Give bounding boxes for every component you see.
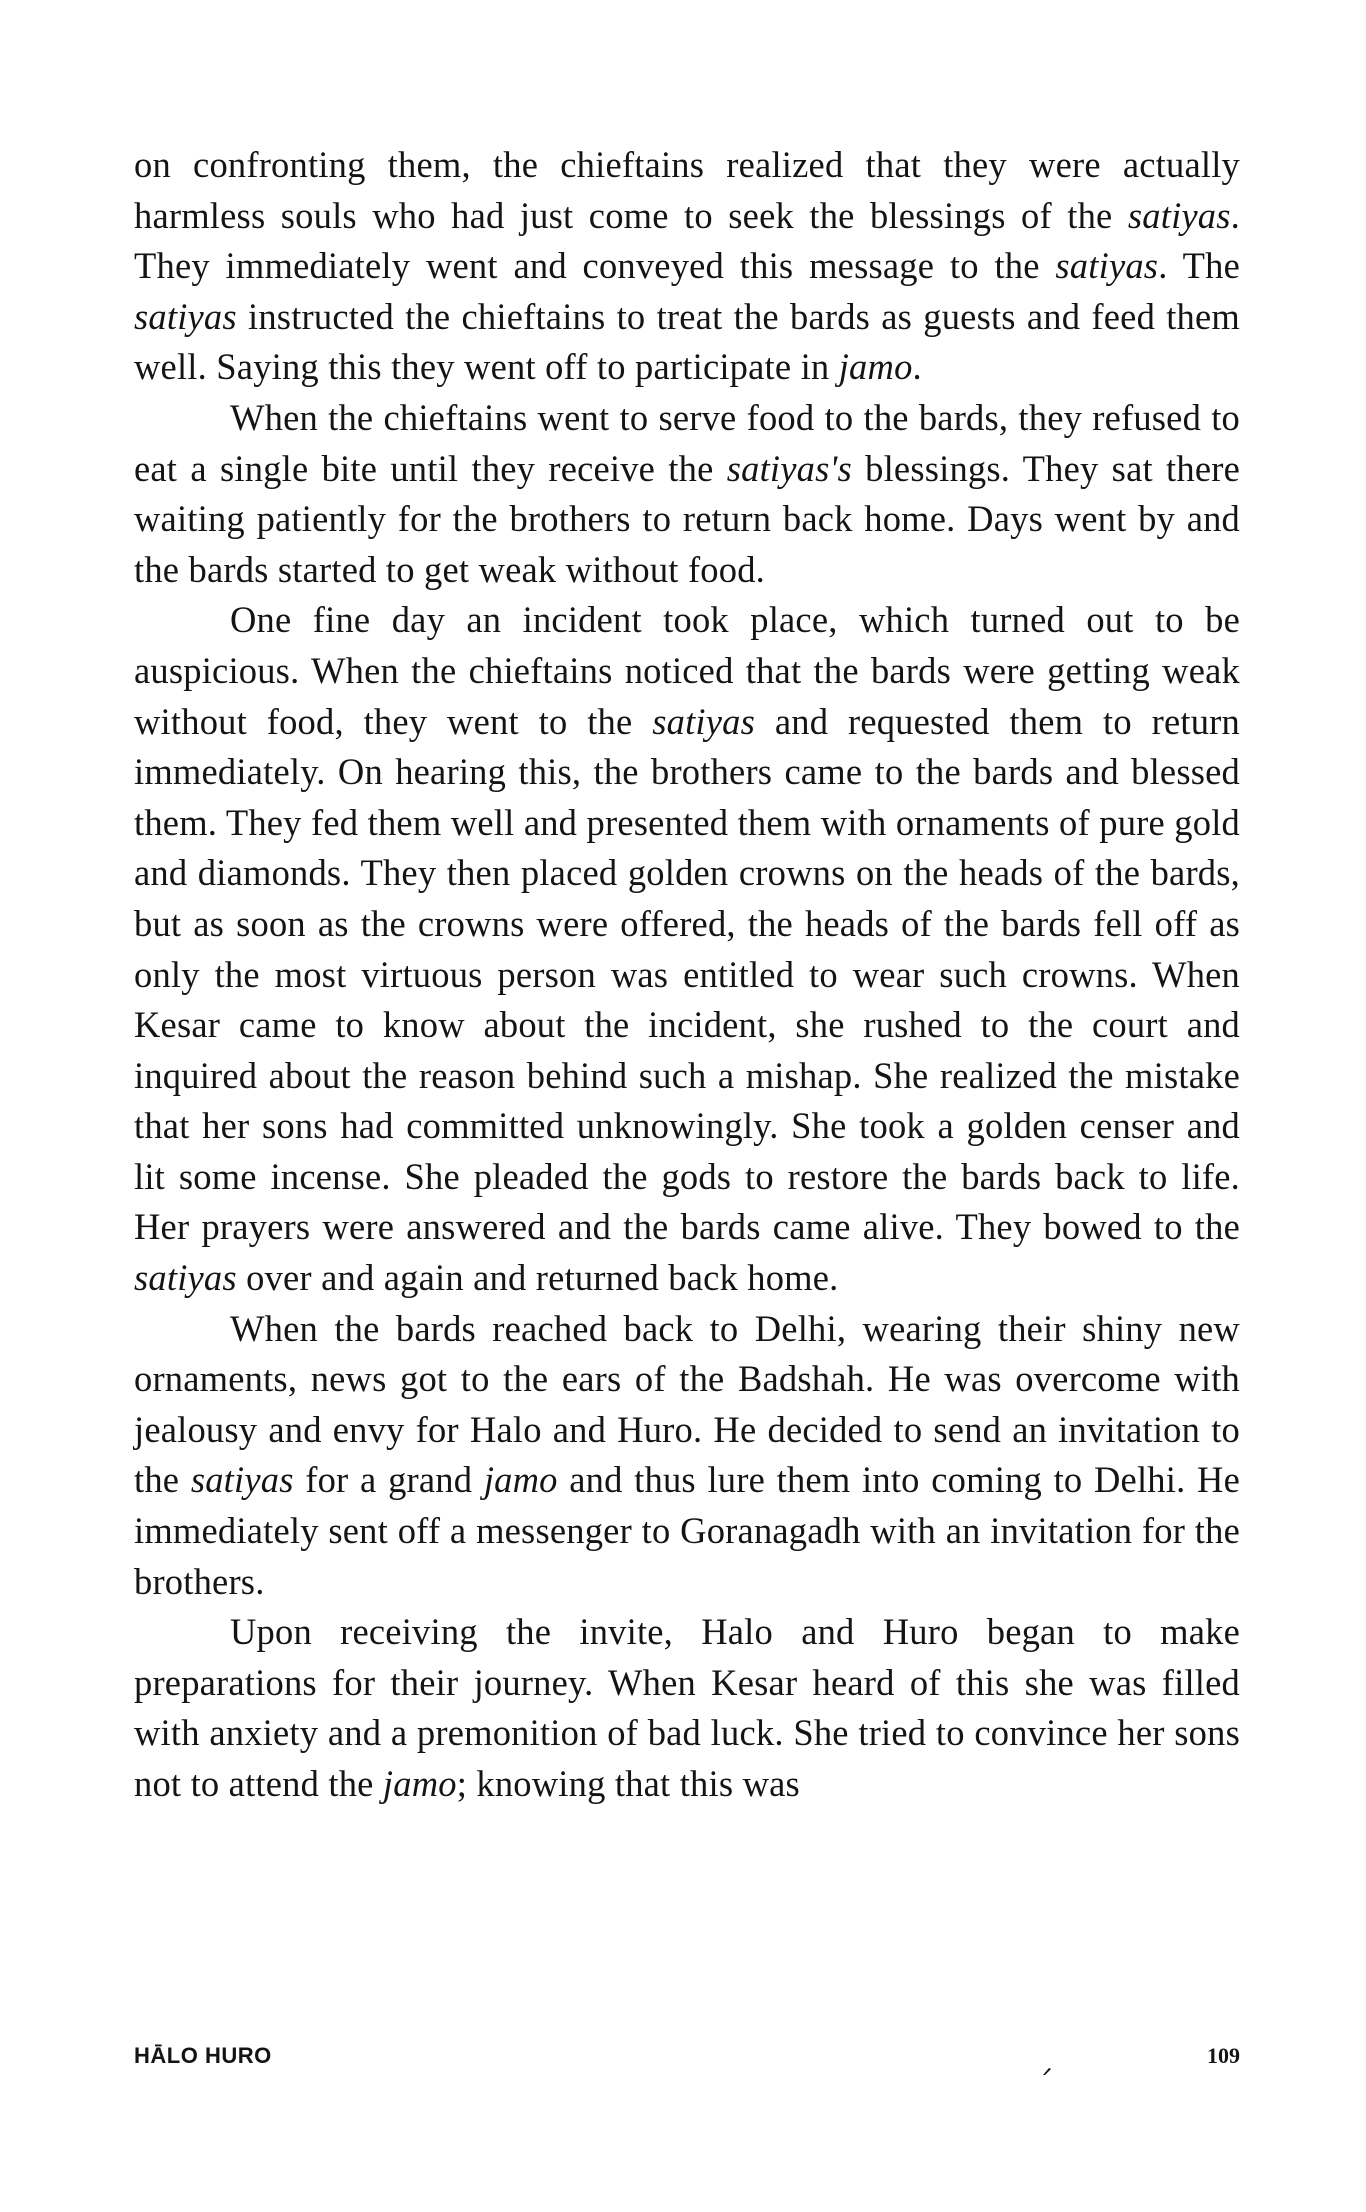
paragraph-1 bbox=[134, 140, 1240, 393]
italic-term: satiyas's bbox=[726, 447, 852, 489]
italic-term: jamo bbox=[838, 346, 913, 388]
italic-term: satiyas bbox=[652, 700, 756, 742]
italic-term: jamo bbox=[382, 1763, 457, 1804]
text-run: When the bards reached back to Delhi, wearing their shiny new ornaments, news got to the ears of the Badshah. He was overcome with jealousy and envy for Halo and Huro. He decided to send an invitation to the bbox=[134, 1307, 1240, 1501]
text-run: over and again and returned back home. bbox=[236, 1257, 839, 1299]
italic-term: jamo bbox=[483, 1459, 558, 1501]
ink-speck-mark bbox=[1042, 2066, 1052, 2076]
text-run: ; knowing that this was bbox=[456, 1763, 800, 1804]
page-number: 109 bbox=[1207, 2043, 1240, 2068]
body-text bbox=[134, 140, 1240, 1810]
text-run: . The bbox=[1158, 245, 1240, 287]
paragraph-3 bbox=[134, 595, 1240, 1303]
running-title: HĀLO HURO bbox=[134, 2043, 272, 2068]
paragraph-5 bbox=[134, 1607, 1240, 1809]
italic-term: satiyas bbox=[190, 1459, 294, 1501]
text-run: instructed the chieftains to treat the bards as guests and feed them well. Saying this they went off to participate in bbox=[134, 295, 1240, 388]
text-run: One fine day an incident took place, which turned out to be auspicious. When the chieftains noticed that the bards were getting weak without food, they went to the bbox=[134, 599, 1240, 742]
paragraph-2 bbox=[134, 393, 1240, 595]
text-run: Upon receiving the invite, Halo and Huro began to make preparations for their journey. When Kesar heard of this she was filled with anxiety and a premonition of bad luck. She tried to convince her sons not to attend the bbox=[134, 1611, 1240, 1804]
text-run: and thus lure them into coming to Delhi. He immediately sent off a messenger to Goranagadh with an invitation for the brothers. bbox=[134, 1459, 1240, 1602]
text-run: for a grand bbox=[293, 1459, 484, 1501]
text-run: . They immediately went and conveyed this message to the bbox=[134, 194, 1240, 287]
italic-term: satiyas bbox=[134, 1257, 237, 1299]
italic-term: satiyas bbox=[1127, 194, 1231, 236]
text-run: . bbox=[912, 346, 922, 388]
text-run: blessings. They sat there waiting patiently for the brothers to return back home. Days went by and the bards started to get weak without food. bbox=[134, 447, 1240, 590]
text-run: on confronting them, the chieftains realized that they were actually harmless souls who had just come to seek the blessings of the bbox=[134, 144, 1240, 236]
italic-term: satiyas bbox=[1055, 245, 1159, 287]
text-run: and requested them to return immediately. On hearing this, the brothers came to the bards and blessed them. They fed them well and presented them with ornaments of pure gold and diamonds. They then placed golden crowns on the heads of the bards, but as soon as the crowns were offered, the heads of the bards fell off as only the most virtuous person was entitled to wear such crowns. When Kesar came to know about the incident, she rushed to the court and inquired about the reason behind such a mishap. She realized the mistake that her sons had committed unknowingly. She took a golden censer and lit some incense. She pleaded the gods to restore the bards back to life. Her prayers were answered and the bards came alive. They bowed to the bbox=[134, 700, 1240, 1248]
text-run: When the chieftains went to serve food to the bards, they refused to eat a single bite until they receive the bbox=[134, 396, 1240, 489]
paragraph-4 bbox=[134, 1304, 1240, 1608]
italic-term: satiyas bbox=[134, 295, 237, 337]
